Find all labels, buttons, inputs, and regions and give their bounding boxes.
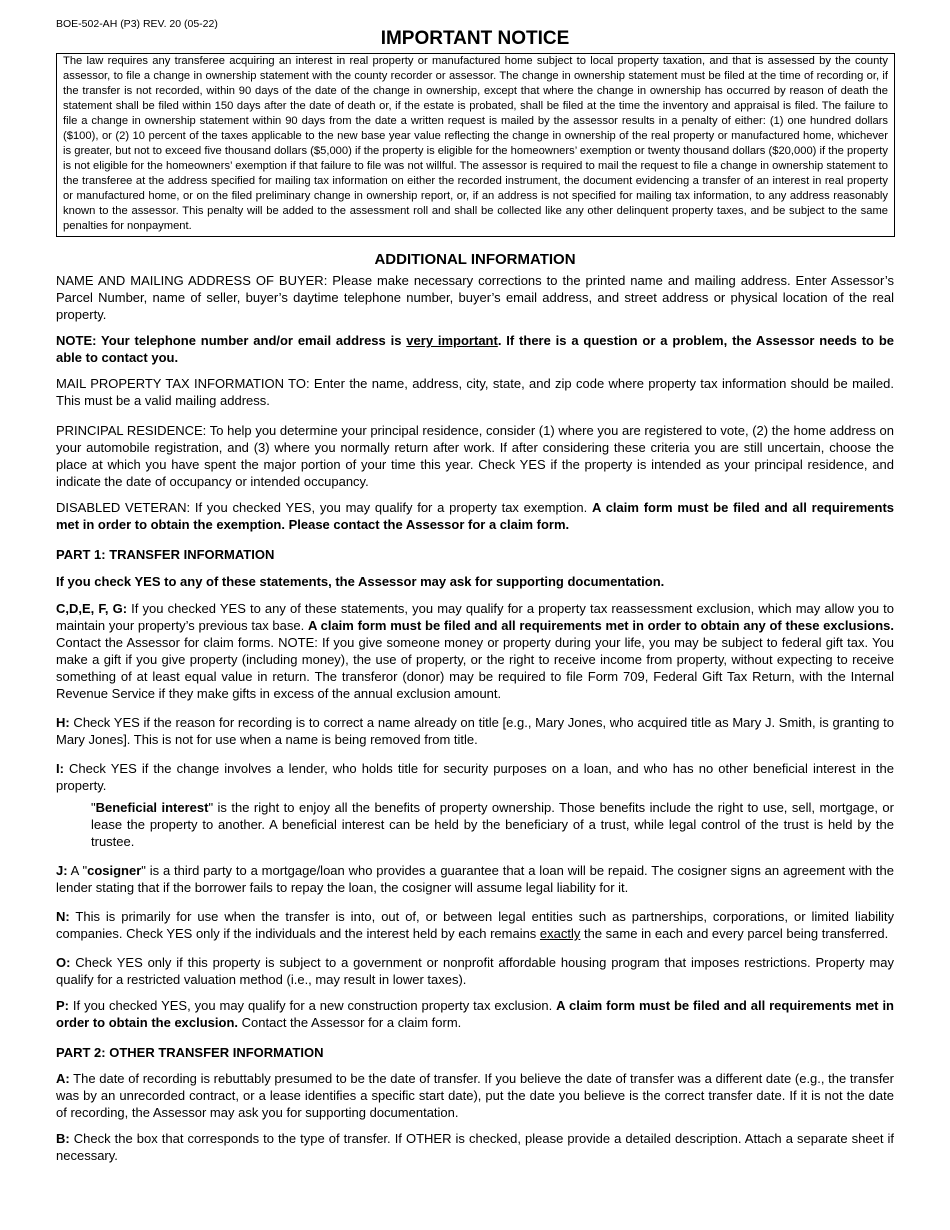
j-paragraph: J: A "cosigner" is a third party to a mortgage/loan who provides a guarantee that a loan will be repaid. The cosigner signs an agreement with the lender stating that if the borrower fails to repay the loan, the cosigner will assume legal liability for it.	[56, 863, 894, 895]
important-notice-box	[56, 53, 895, 237]
p-paragraph: P: If you checked YES, you may qualify for a new construction property tax exclusion. A claim form must be filed and all requirements met in order to obtain the exclusion. Contact the Assessor for a claim form.	[56, 998, 894, 1030]
very-important-underline: very important	[406, 333, 498, 348]
part1-intro: If you check YES to any of these statements, the Assessor may ask for supporting documentation.	[56, 574, 665, 589]
part1-heading: PART 1: TRANSFER INFORMATION	[56, 547, 275, 562]
o-paragraph: O: Check YES only if this property is subject to a government or nonprofit affordable housing program that imposes restrictions. Property may qualify for a restricted valuation method (i.e., may result in lower taxes).	[56, 955, 894, 987]
n-paragraph: N: This is primarily for use when the transfer is into, out of, or between legal entities such as partnerships, corporations, or limited liability companies. Check YES only if the individuals and the interest held by each remains exactly the same in each and every parcel being transferred.	[56, 909, 894, 941]
name-address-paragraph: NAME AND MAILING ADDRESS OF BUYER: Please make necessary corrections to the printed name and mailing address. Enter Assessor’s Parcel Number, name of seller, buyer’s daytime telephone number, buyer’s email address, and street address or physical location of the real property.	[56, 273, 894, 322]
beneficial-interest-paragraph: "Beneficial interest" is the right to enjoy all the benefits of property ownership. Those benefits include the right to use, sell, mortgage, or lease the property to another. A beneficial interest can be held by the beneficiary of a trust, while legal control of the trust is held by the trustee.	[91, 800, 894, 849]
i-paragraph: I: Check YES if the change involves a lender, who holds title for security purposes on a loan, and who has no other beneficial interest in the property.	[56, 761, 894, 793]
form-id: BOE-502-AH (P3) REV. 20 (05-22)	[56, 18, 218, 30]
mail-tax-paragraph: MAIL PROPERTY TAX INFORMATION TO: Enter the name, address, city, state, and zip code where property tax information should be mailed. This must be a valid mailing address.	[56, 376, 894, 408]
part2-b-paragraph: B: Check the box that corresponds to the type of transfer. If OTHER is checked, please provide a detailed description. Attach a separate sheet if necessary.	[56, 1131, 894, 1163]
page-title: IMPORTANT NOTICE	[380, 28, 570, 49]
part2-heading: PART 2: OTHER TRANSFER INFORMATION	[56, 1045, 324, 1060]
instructions-body	[56, 272, 894, 1173]
additional-information-title: ADDITIONAL INFORMATION	[374, 251, 576, 268]
h-paragraph: H: Check YES if the reason for recording is to correct a name already on title [e.g., Mary Jones, who acquired title as Mary J. Smith, is granting to Mary Jones]. This is not for use when a name is being removed from title.	[56, 715, 894, 747]
cdefg-paragraph: C,D,E, F, G: If you checked YES to any of these statements, you may qualify for a property tax reassessment exclusion, which may allow you to maintain your property’s previous tax base. A claim form must be filed and all requirements met in order to obtain any of these exclusions. Contact the Assessor for claim forms. NOTE: If you give someone money or property during your life, you may be subject to federal gift tax. You make a gift if you give property (including money), the use of property, or the right to receive income from property, without expecting to receive something of at least equal value in return. The transferor (donor) may be required to file Form 709, Federal Gift Tax Return, with the Internal Revenue Service if they make gifts in excess of the annual exclusion amount.	[56, 601, 895, 701]
notice-text: The law requires any transferee acquiring an interest in real property or manufactured home subject to local property taxation, and that is assessed by the county assessor, to file a change in ownership statement with the county recorder or assessor. The change in ownership statement must be filed at the time of recording or, if the transfer is not recorded, within 90 days of the date of the change in ownership, except that where the change in ownership has occurred by reason of death the statement shall be filed within 150 days after the date of death or, if the estate is probated, shall be filed at the time the inventory and appraisal is filed. The failure to file a change in ownership statement within 90 days from the date a written request is mailed by the assessor results in a penalty of either: (1) one hundred dollars ($100), or (2) 10 percent of the taxes applicable to the new base year value reflecting the change in ownership of the real property or manufactured home, whichever is greater, but not to exceed five thousand dollars ($5,000) if the property is eligible for the homeowners’ exemption or twenty thousand dollars ($20,000) if the property is not eligible for the homeowners’ exemption if that failure to file was not willful. The assessor is required to mail the request to file a change in ownership statement to the transferee at the address specified for mailing tax information on either the recorded instrument, the document evidencing a transfer of an interest in real property or manufactured home, or on the filed preliminary change in ownership report, or, if an address is not specified for mailing tax information, to any address reasonably known to the assessor. This penalty will be added to the assessment roll and shall be collected like any other delinquent property taxes, and be subject to the same penalties for nonpayment.	[63, 55, 888, 232]
principal-residence-paragraph: PRINCIPAL RESIDENCE: To help you determine your principal residence, consider (1) where you are registered to vote, (2) the home address on your automobile registration, and (3) where you normally return after work. If after considering these criteria you are still uncertain, choose the place at which you have spent the major portion of your time this year. Check YES if the property is intended as your principal residence, and indicate the date of occupancy or intended occupancy.	[56, 423, 894, 489]
note-paragraph: NOTE: Your telephone number and/or email address is very important. If there is a question or a problem, the Assessor needs to be able to contact you.	[56, 333, 894, 365]
part2-a-paragraph: A: The date of recording is rebuttably presumed to be the date of transfer. If you believe the date of transfer was a different date (e.g., the transfer was by an unrecorded contract, or a lease identifies a specific start date), put the date you believe is the correct transfer date. If it is not the date of recording, the Assessor may ask you for supporting documentation.	[56, 1071, 894, 1120]
exactly-underline: exactly	[539, 926, 581, 941]
disabled-veteran-paragraph: DISABLED VETERAN: If you checked YES, you may qualify for a property tax exemption. A claim form must be filed and all requirements met in order to obtain the exemption. Please contact the Assessor for a claim form.	[56, 500, 895, 532]
